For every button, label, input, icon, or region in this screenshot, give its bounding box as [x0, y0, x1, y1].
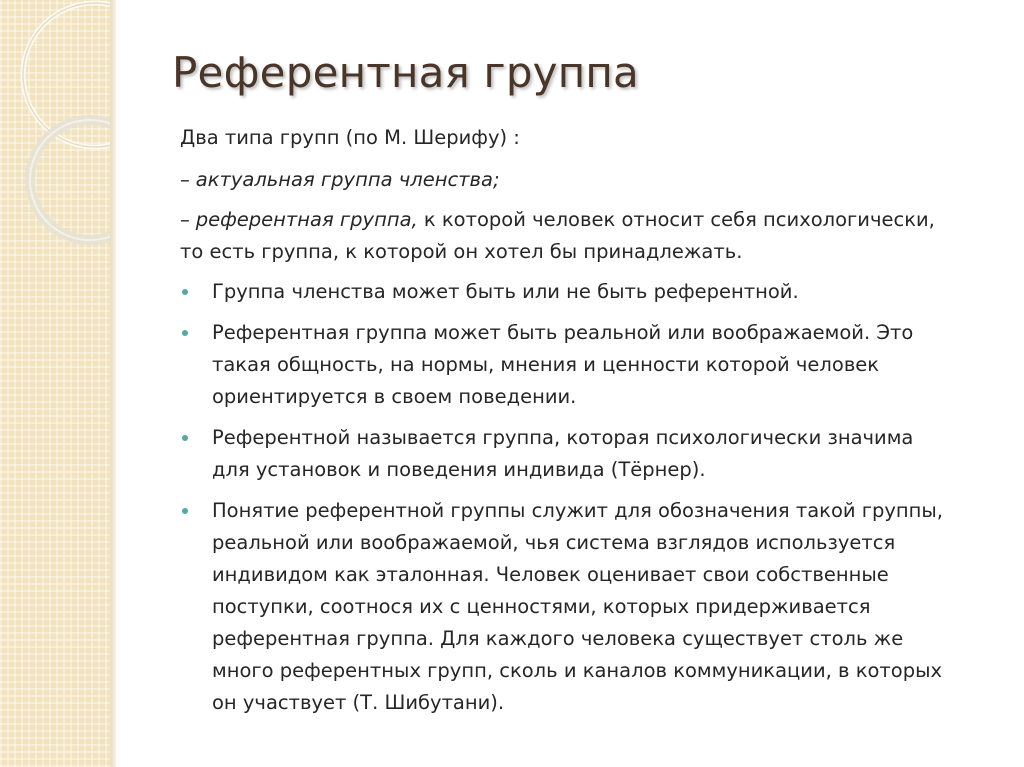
deco-circle-small [30, 120, 110, 240]
bullet-item [180, 317, 1000, 413]
bullet-line: ориентируется в своем поведении. [212, 385, 577, 408]
bullet-line: много референтных групп, сколь и каналов коммуникации, в которых [212, 659, 943, 682]
decorative-circles [0, 0, 110, 767]
dash-item-italic: актуальная группа членства; [195, 168, 500, 191]
bullet-item [180, 422, 1000, 486]
intro-text: Два типа групп (по М. Шерифу) : [180, 126, 520, 149]
bullet-line: Понятие референтной группы служит для обозначения такой группы, [212, 499, 944, 522]
bullet-icon [182, 435, 188, 441]
decorative-panel-edge [110, 0, 116, 767]
bullet-line: такая общность, на нормы, мнения и ценности которой человек [212, 353, 880, 376]
bullet-icon [182, 508, 188, 514]
bullet-line: он участвует (Т. Шибутани). [212, 691, 505, 714]
decorative-side-panel [0, 0, 110, 767]
bullet-line: индивидом как эталонная. Человек оценивает свои собственные [212, 563, 889, 586]
bullet-line: Референтной называется группа, которая психологически значима [212, 426, 914, 449]
bullet-line: Группа членства может быть или не быть референтной. [212, 280, 799, 303]
bullet-icon [182, 289, 188, 295]
bullet-icon [182, 330, 188, 336]
dash-item-text: к которой человек относит себя психологически, [417, 208, 935, 231]
bullet-line: поступки, соотнося их с ценностями, которых придерживается [212, 595, 871, 618]
bullet-line: реальной или воображаемой, чья система взглядов используется [212, 531, 896, 554]
dash-item-text-line2: то есть группа, к которой он хотел бы принадлежать. [180, 240, 743, 263]
bullet-item [180, 276, 1000, 308]
dash-marker: – [180, 208, 190, 231]
dash-marker: – [180, 168, 190, 191]
dash-item-italic: референтная группа, [195, 208, 418, 231]
bullet-item [180, 495, 1000, 719]
dash-item-reference-group [180, 204, 1000, 268]
dash-item-actual-group [180, 164, 1000, 196]
slide-content [180, 122, 1000, 728]
bullet-line: Референтная группа может быть реальной или воображаемой. Это [212, 321, 914, 344]
slide-title: Референтная группа [172, 48, 639, 97]
bullet-line: референтная группа. Для каждого человека существует столь же [212, 627, 904, 650]
bullet-line: для установок и поведения индивида (Тёрнер). [212, 458, 706, 481]
